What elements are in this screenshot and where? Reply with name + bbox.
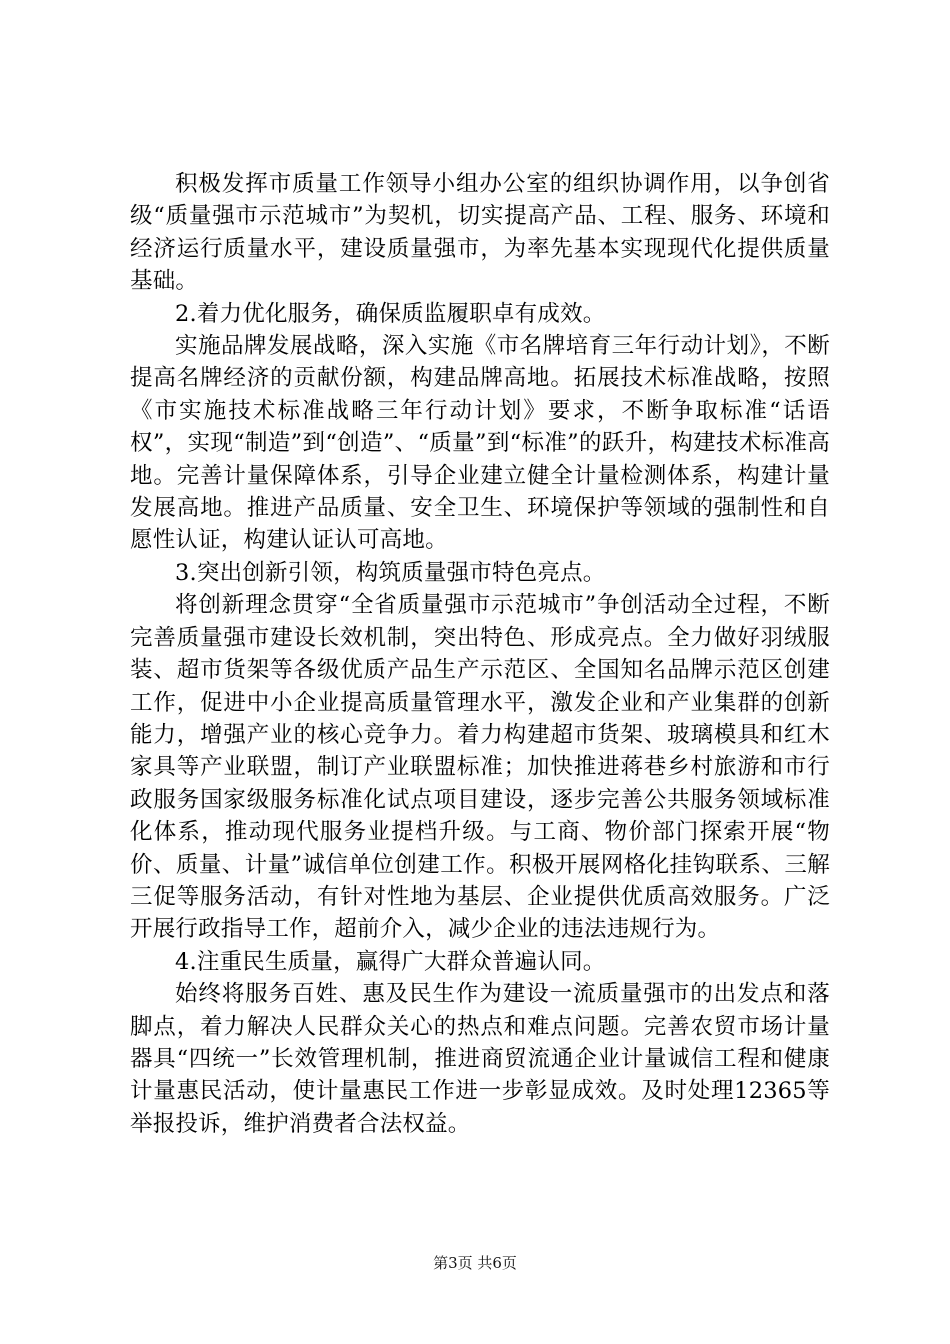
section-heading: 4.注重民生质量，赢得广大群众普遍认同。 bbox=[175, 948, 606, 975]
page-footer: 第3页 共6页 bbox=[433, 1254, 517, 1272]
section-heading: 3.突出创新引领，构筑质量强市特色亮点。 bbox=[175, 559, 606, 586]
body-paragraph: 始终将服务百姓、惠及民生作为建设一流质量强市的出发点和落脚点，着力解决人民群众关心的热点和难点问题。完善农贸市场计量器具“四统一”长效管理机制，推进商贸流通企业计量诚信工程和健康计量惠民活动，使计量惠民工作进一步彰显成效。及时处理12365等举报投诉，维护消费者合法权益。 bbox=[130, 981, 830, 1137]
body-paragraph: 积极发挥市质量工作领导小组办公室的组织协调作用，以争创省级“质量强市示范城市”为契机，切实提高产品、工程、服务、环境和经济运行质量水平，建设质量强市，为率先基本实现现代化提供质量基础。 bbox=[130, 171, 830, 295]
section-heading: 2.着力优化服务，确保质监履职卓有成效。 bbox=[175, 300, 606, 327]
document-body bbox=[130, 168, 830, 1140]
body-paragraph: 实施品牌发展战略，深入实施《市名牌培育三年行动计划》，不断提高名牌经济的贡献份额，构建品牌高地。拓展技术标准战略，按照《市实施技术标准战略三年行动计划》要求，不断争取标准“话语权”，实现“制造”到“创造”、“质量”到“标准”的跃升，构建技术标准高地。完善计量保障体系，引导企业建立健全计量检测体系，构建计量发展高地。推进产品质量、安全卫生、环境保护等领域的强制性和自愿性认证，构建认证认可高地。 bbox=[130, 333, 830, 554]
body-paragraph: 将创新理念贯穿“全省质量强市示范城市”争创活动全过程，不断完善质量强市建设长效机制，突出特色、形成亮点。全力做好羽绒服装、超市货架等各级优质产品生产示范区、全国知名品牌示范区创建工作，促进中小企业提高质量管理水平，激发企业和产业集群的创新能力，增强产业的核心竞争力。着力构建超市货架、玻璃模具和红木家具等产业联盟，制订产业联盟标准；加快推进蒋巷乡村旅游和市行政服务国家级服务标准化试点项目建设，逐步完善公共服务领域标准化体系，推动现代服务业提档升级。与工商、物价部门探索开展“物价、质量、计量”诚信单位创建工作。积极开展网格化挂钩联系、三解三促等服务活动，有针对性地为基层、企业提供优质高效服务。广泛开展行政指导工作，超前介入，减少企业的违法违规行为。 bbox=[130, 592, 830, 943]
